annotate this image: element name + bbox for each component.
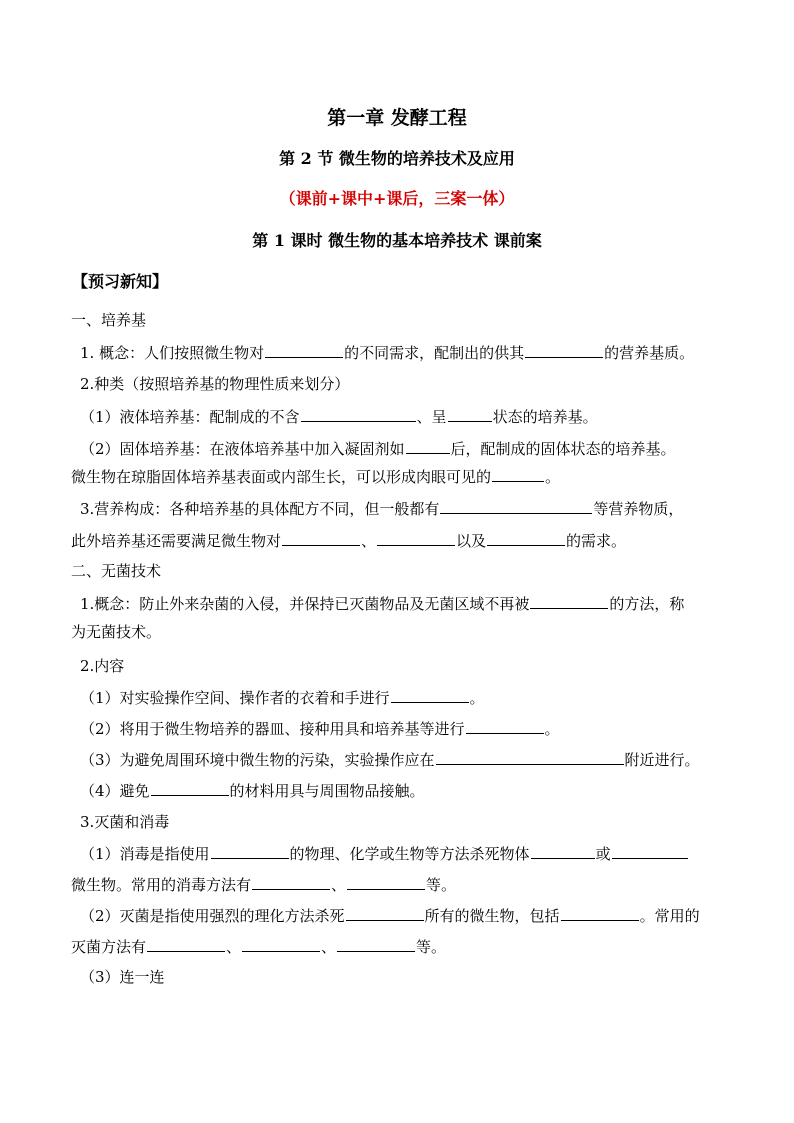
heading-aseptic: 二、无菌技术 [71,562,162,580]
blank[interactable] [151,780,229,796]
p2-disinfect: （1）消毒是指使用 的物理、化学或生物等方法杀死物体 或 [80,843,723,864]
blank[interactable] [612,843,688,859]
blank[interactable] [301,406,416,422]
blank[interactable] [252,874,330,890]
p2-item3: （3）为避免周围环境中微生物的污染，实验操作应在 附近进行。 [80,751,700,769]
p2-disinfect-cont: 微生物。常用的消毒方法有 、 等。 [71,876,457,894]
lesson-title: 第 1 课时 微生物的基本培养技术 课前案 [252,231,542,250]
blank[interactable] [436,749,624,765]
blank[interactable] [211,843,289,859]
heading-culture-medium: 一、培养基 [71,311,147,329]
blank[interactable] [492,466,544,482]
tagline: （课前+课中+课后，三案一体） [279,189,515,208]
p2-concept-cont: 为无菌技术。 [71,623,162,641]
p2-content-title: 2.内容 [80,657,125,675]
blank[interactable] [466,718,544,734]
blank[interactable] [440,498,592,514]
blank[interactable] [448,406,492,422]
chapter-title: 第一章 发酵工程 [327,107,467,129]
preview-heading: 【预习新知】 [72,272,169,291]
p2-sterile: （2）灭菌是指使用强烈的理化方法杀死 所有的微生物，包括 。常用的 [80,907,700,925]
p2-item2: （2）将用于微生物培养的器皿、接种用具和培养基等进行 。 [80,720,560,738]
p1-nutrients: 3.营养构成：各种培养基的具体配方不同，但一般都有 等营养物质， [80,500,684,518]
p1-liquid: （1）液体培养基：配制成的不含 、呈 状态的培养基。 [80,408,598,426]
p2-sterilize-title: 3.灭菌和消毒 [80,813,170,831]
p1-nutrients-cont: 此外培养基还需要满足微生物对 、 以及 的需求。 [71,532,627,550]
blank[interactable] [147,936,225,952]
blank[interactable] [391,687,469,703]
p1-solid: （2）固体培养基：在液体培养基中加入凝固剂如 后，配制成的固体状态的培养基。 [80,440,676,458]
blank[interactable] [561,905,639,921]
blank[interactable] [337,936,415,952]
p2-concept: 1.概念：防止外来杂菌的入侵，并保持已灭菌物品及无菌区域不再被 的方法，称 [80,595,685,613]
p2-connect: （3）连一连 [80,968,165,986]
blank[interactable] [282,530,360,546]
blank[interactable] [531,843,595,859]
p2-item1: （1）对实验操作空间、操作者的衣着和手进行 。 [80,689,485,707]
blank[interactable] [525,342,603,358]
p2-sterile-cont: 灭菌方法有 、 、 等。 [71,938,447,956]
blank[interactable] [530,593,608,609]
blank[interactable] [487,530,565,546]
p1-solid-cont: 微生物在琼脂固体培养基表面或内部生长，可以形成肉眼可见的 。 [71,468,561,486]
blank[interactable] [242,936,320,952]
p1-concept: 1. 概念：人们按照微生物对 的不同需求，配制出的供其 的营养基质。 [80,344,695,362]
blank[interactable] [406,438,450,454]
blank[interactable] [347,874,425,890]
section-title: 第 2 节 微生物的培养技术及应用 [279,149,515,168]
p2-item4: （4）避免 的材料用具与周围物品接触。 [80,782,425,800]
blank[interactable] [346,905,424,921]
blank[interactable] [265,342,343,358]
p1-types-title: 2.种类（按照培养基的物理性质来划分） [80,375,350,393]
blank[interactable] [377,530,455,546]
